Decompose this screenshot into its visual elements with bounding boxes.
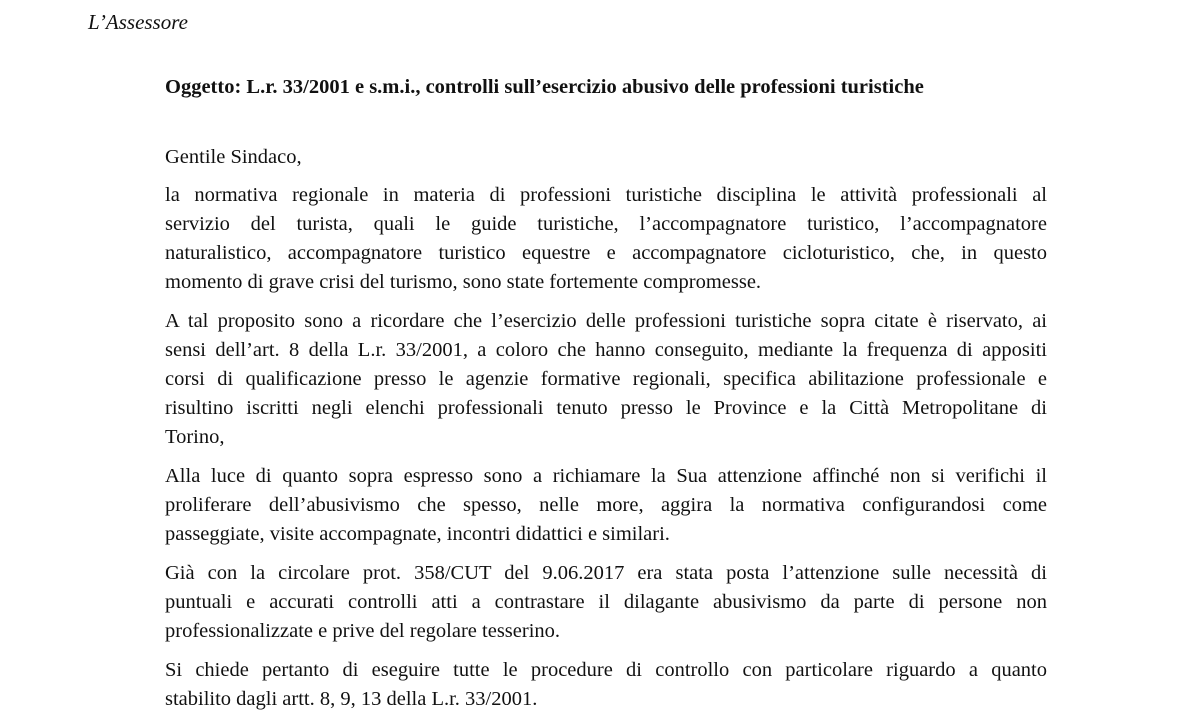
text-line: passeggiate, visite accompagnate, incontri didattici e similari. (165, 523, 670, 545)
text-line: Torino, (165, 426, 225, 448)
paragraph-5 (165, 656, 1047, 714)
letter-body (165, 72, 1047, 724)
text-line: risultino iscritti negli elenchi professionali tenuto presso le Province e la Città Metropolitane di (165, 397, 1047, 419)
salutation: Gentile Sindaco, (165, 146, 302, 168)
paragraph-4 (165, 559, 1047, 646)
text-line: servizio del turista, quali le guide turistiche, l’accompagnatore turistico, l’accompagnatore (165, 213, 1047, 235)
text-line: puntuali e accurati controlli atti a contrastare il dilagante abusivismo da parte di persone non (165, 591, 1047, 613)
text-line: sensi dell’art. 8 della L.r. 33/2001, a coloro che hanno conseguito, mediante la frequenza di appositi (165, 339, 1047, 361)
text-line: Si chiede pertanto di eseguire tutte le procedure di controllo con particolare riguardo a quanto (165, 659, 1047, 681)
text-line: A tal proposito sono a ricordare che l’esercizio delle professioni turistiche sopra citate è riservato, ai (165, 310, 1047, 332)
paragraph-3 (165, 462, 1047, 549)
subject-line: Oggetto: L.r. 33/2001 e s.m.i., controlli sull’esercizio abusivo delle professioni turistiche (165, 76, 924, 98)
signature-header: L’Assessore (88, 10, 188, 34)
text-line: naturalistico, accompagnatore turistico equestre e accompagnatore cicloturistico, che, in questo (165, 242, 1047, 264)
text-line: Alla luce di quanto sopra espresso sono a richiamare la Sua attenzione affinché non si verifichi il (165, 465, 1047, 487)
text-line: proliferare dell’abusivismo che spesso, nelle more, aggira la normativa configurandosi come (165, 494, 1047, 516)
paragraph-1 (165, 181, 1047, 297)
text-line: corsi di qualificazione presso le agenzie formative regionali, specifica abilitazione professionale e (165, 368, 1047, 390)
text-line: professionalizzate e prive del regolare tesserino. (165, 620, 561, 642)
paragraph-2 (165, 307, 1047, 452)
text-line: momento di grave crisi del turismo, sono state fortemente compromesse. (165, 271, 762, 293)
text-line: stabilito dagli artt. 8, 9, 13 della L.r. 33/2001. (165, 688, 538, 710)
text-line: Già con la circolare prot. 358/CUT del 9.06.2017 era stata posta l’attenzione sulle necessità di (165, 562, 1047, 584)
text-line: la normativa regionale in materia di professioni turistiche disciplina le attività professionali al (165, 184, 1047, 206)
